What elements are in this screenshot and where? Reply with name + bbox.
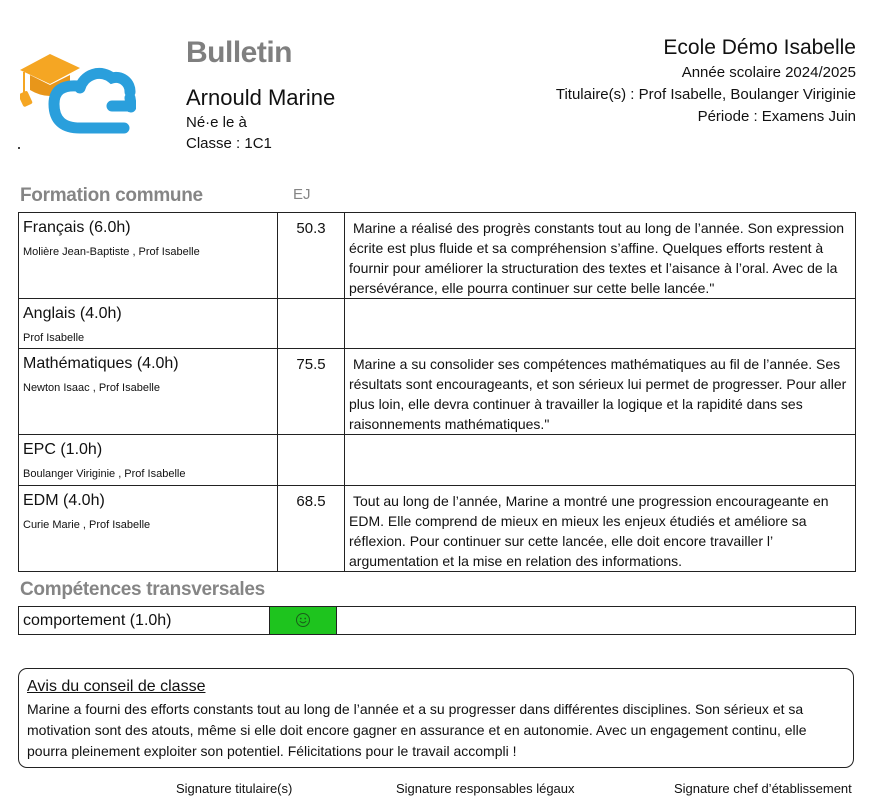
comment-cell bbox=[345, 213, 856, 299]
table-row bbox=[19, 213, 856, 299]
skills-table bbox=[18, 606, 856, 635]
school-logo bbox=[20, 48, 136, 138]
score-cell bbox=[278, 435, 345, 486]
subject-cell bbox=[19, 213, 278, 299]
comment-cell bbox=[345, 349, 856, 435]
council-title: Avis du conseil de classe bbox=[27, 678, 206, 695]
subject-name: EPC (1.0h) bbox=[23, 441, 103, 458]
signature-titulaire: Signature titulaire(s) bbox=[176, 781, 293, 796]
signature-director: Signature chef d’établissement bbox=[674, 781, 852, 796]
subject-cell bbox=[19, 435, 278, 486]
skill-level-cell bbox=[270, 607, 337, 635]
skill-name: comportement (1.0h) bbox=[19, 607, 270, 635]
score-cell: 68.5 bbox=[278, 486, 345, 572]
subject-teachers: Prof Isabelle bbox=[23, 332, 85, 344]
formation-section-title: Formation commune bbox=[20, 185, 203, 206]
comment-text: Marine a réalisé des progrès constants tout au long de l’année. Son expression écrite est plus fluide et sa compréhension s’affine. Quelques efforts restent à fournir pour améliorer la structuration des textes et l’aisance à l’oral. Avec de la persévérance, elle pourra continuer sur cette belle lancée." bbox=[349, 220, 845, 296]
comment-text: Marine a su consolider ses compétences mathématiques au fil de l’année. Ses résultats sont encourageants, et son sérieux lui permet de progresser. Pour aller plus loin, elle devra continuer à travailler la logique et la rapidité dans ses raisonnements mathématiques." bbox=[349, 356, 847, 432]
score-cell: 75.5 bbox=[278, 349, 345, 435]
signature-parents: Signature responsables légaux bbox=[396, 781, 575, 796]
skill-comment-cell bbox=[337, 607, 856, 635]
logo-dot bbox=[18, 147, 20, 149]
birth-info: Né·e le à bbox=[186, 114, 247, 131]
comment-text: Tout au long de l’année, Marine a montré une progression encourageante en EDM. Elle comprend de mieux en mieux les enjeux étudiés et améliore sa réflexion. Pour continuer sur cette lancée, elle doit encore travailler l’ argumentation et la mise en relation des informations. bbox=[349, 493, 829, 569]
table-row bbox=[19, 435, 856, 486]
skills-section-title: Compétences transversales bbox=[20, 579, 265, 600]
subject-name: EDM (4.0h) bbox=[23, 492, 105, 509]
council-text: Marine a fourni des efforts constants tout au long de l’année et a su progresser dans différentes disciplines. Son sérieux et sa motivation sont des atouts, même si elle doit encore gagner en assurance et en autonomie. Avec un engagement continu, elle pourra pleinement exploiter son potentiel. Félicitations pour le travail accompli ! bbox=[27, 701, 807, 759]
subject-teachers: Molière Jean-Baptiste , Prof Isabelle bbox=[23, 246, 200, 258]
subject-cell bbox=[19, 349, 278, 435]
comment-cell bbox=[345, 435, 856, 486]
table-row bbox=[19, 607, 856, 635]
subject-teachers: Curie Marie , Prof Isabelle bbox=[23, 519, 151, 531]
ej-column-header: EJ bbox=[293, 186, 311, 203]
cloud-icon bbox=[80, 73, 130, 92]
period: Période : Examens Juin bbox=[697, 108, 856, 125]
subject-cell bbox=[19, 299, 278, 349]
table-row bbox=[19, 486, 856, 572]
school-name: Ecole Démo Isabelle bbox=[663, 36, 856, 59]
score-cell bbox=[278, 299, 345, 349]
subject-name: Mathématiques (4.0h) bbox=[23, 355, 179, 372]
subject-name: Anglais (4.0h) bbox=[23, 305, 122, 322]
score-cell: 50.3 bbox=[278, 213, 345, 299]
page-title: Bulletin bbox=[186, 36, 292, 69]
grades-table bbox=[18, 212, 856, 572]
student-name: Arnould Marine bbox=[186, 85, 336, 110]
subject-name: Français (6.0h) bbox=[23, 219, 131, 236]
council-opinion-box bbox=[18, 668, 854, 768]
subject-teachers: Boulanger Viriginie , Prof Isabelle bbox=[23, 468, 186, 480]
school-year: Année scolaire 2024/2025 bbox=[681, 64, 856, 81]
subject-teachers: Newton Isaac , Prof Isabelle bbox=[23, 382, 160, 394]
comment-cell bbox=[345, 486, 856, 572]
subject-cell bbox=[19, 486, 278, 572]
class-info: Classe : 1C1 bbox=[186, 135, 272, 152]
smiley-icon bbox=[295, 612, 311, 628]
table-row bbox=[19, 299, 856, 349]
comment-cell bbox=[345, 299, 856, 349]
table-row bbox=[19, 349, 856, 435]
titulaires: Titulaire(s) : Prof Isabelle, Boulanger Viriginie bbox=[555, 86, 856, 103]
